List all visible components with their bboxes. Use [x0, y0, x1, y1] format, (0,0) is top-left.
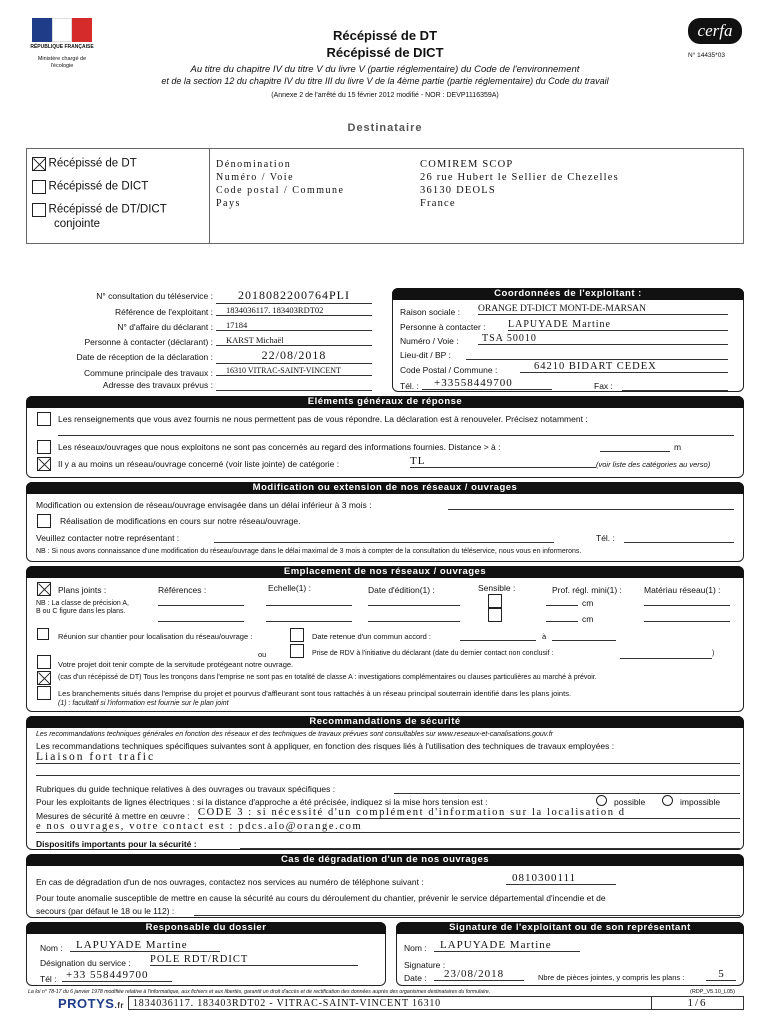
- line-tel-representant: [624, 533, 734, 543]
- prof-line-2: [546, 614, 578, 622]
- value-mesures-1: CODE 3 : si nécessité d'un complément d'information sur la localisation d: [198, 807, 740, 819]
- opt-dt[interactable]: Récépissé de DT: [32, 157, 137, 171]
- label-echelle: Echelle(1) :: [268, 583, 311, 593]
- checkbox-branchements[interactable]: [37, 686, 51, 700]
- label-materiau: Matériau réseau(1) :: [644, 585, 721, 595]
- echelle-line-2: [266, 614, 352, 622]
- label-denomination: Dénomination: [216, 159, 292, 170]
- label-branchements: Les branchements situés dans l'emprise du projet et pourvus d'affleurant sont tous rattachés à un réseau principal souterrain identifié dans les plans joints.: [58, 689, 572, 698]
- line-reco-2: [36, 768, 740, 776]
- modif-title: Modification ou extension de nos réseaux / ouvrages: [26, 482, 744, 494]
- annex-note: (Annexe 2 de l'arrêté du 15 février 2012 modifié - NOR : DEVP1116359A): [271, 92, 499, 99]
- value-personne-contact: LAPUYADE Martine: [508, 319, 728, 331]
- text-renouveler: Les renseignements que vous avez fournis ne nous permettent pas de vous répondre. La déclaration est à renouveler. Précisez notamment :: [58, 414, 588, 424]
- text-secours: secours (par défaut le 18 ou le 112) :: [36, 906, 175, 916]
- label-plans-joints: Plans joints :: [58, 585, 107, 595]
- label-commune: Code postal / Commune: [216, 185, 345, 196]
- opt-joint[interactable]: Récépissé de DT/DICT: [32, 203, 167, 217]
- value-affaire: 17184: [216, 320, 372, 331]
- label-rdv: Prise de RDV à l'initiative du déclarant (date du dernier contact non conclusif :: [312, 650, 554, 657]
- label-sign-nom: Nom :: [404, 943, 427, 953]
- text-dispositifs: Dispositifs importants pour la sécurité :: [36, 839, 197, 849]
- value-adresse-travaux: [216, 380, 372, 391]
- checkbox-classe-a[interactable]: [37, 671, 51, 685]
- footer-version: (RDP_V5.10_L05): [690, 989, 735, 995]
- label-fax: Fax :: [594, 381, 613, 391]
- text-lignes-electriques: Pour les exploitants de lignes électriques : si la distance d'approche a été précisée, indiquez si la mise hors tension est :: [36, 797, 488, 807]
- responsable-title: Responsable du dossier: [26, 922, 386, 934]
- title-dict: Récépissé de DICT: [326, 45, 444, 60]
- value-raison-sociale: ORANGE DT-DICT MONT-DE-MARSAN: [478, 304, 728, 315]
- value-fax: [622, 381, 728, 391]
- title-dt: Récépissé de DT: [332, 28, 438, 43]
- cerfa-number: N° 14435*03: [688, 52, 725, 59]
- label-sensible: Sensible :: [478, 583, 516, 593]
- value-pays: France: [420, 198, 456, 209]
- value-ref-exploitant: 1834036117. 183403RDT02: [216, 305, 372, 316]
- value-mesures-2: e nos ouvrages, votre contact est : pdcs.alo@orange.com: [36, 821, 740, 833]
- value-tel-exploitant: +33558449700: [422, 377, 552, 390]
- prof-line-1: [546, 598, 578, 606]
- line-secours: [194, 906, 740, 916]
- checkbox-joint[interactable]: [32, 203, 46, 217]
- opt-dict[interactable]: Récépissé de DICT: [32, 180, 148, 194]
- label-pays: Pays: [216, 198, 241, 209]
- ref-line-1: [158, 598, 244, 606]
- value-distance: [600, 442, 670, 452]
- opt-joint-label-2: conjointe: [54, 218, 101, 230]
- checkbox-dt[interactable]: [32, 157, 46, 171]
- checkbox-reunion[interactable]: [37, 628, 49, 640]
- cerfa-logo: cerfa: [688, 18, 742, 44]
- label-code-postal: Code Postal / Commune :: [400, 365, 498, 375]
- label-raison-sociale: Raison sociale :: [400, 307, 461, 317]
- line-modif-envisagee: [448, 500, 734, 510]
- checkbox-plans-joints[interactable]: [37, 582, 51, 596]
- value-lieu-dit: [466, 350, 728, 360]
- value-code-postal: 64210 BIDART CEDEX: [520, 361, 728, 373]
- label-date-edition: Date d'édition(1) :: [368, 585, 435, 595]
- echelle-line-1: [266, 598, 352, 606]
- prof-unit-2: cm: [582, 614, 594, 624]
- ministry-label: Ministère chargé de l'écologie: [37, 56, 87, 69]
- value-reco-specifiques: Liaison fort trafic: [36, 751, 740, 764]
- subtitle-2: et de la section 12 du chapitre IV du titre III du livre V de la 4ème partie (partie réglementaire) du Code du travail: [161, 76, 609, 86]
- nb-modif: NB : Si nous avons connaissance d'une modification du réseau/ouvrage dans le délai maximal de 3 mois à compter de la consultation du téléservice, nous vous en informerons.: [36, 548, 582, 555]
- emplacement-title: Emplacement de nos réseaux / ouvrages: [26, 566, 744, 578]
- text-anomalie: Pour toute anomalie susceptible de mettre en cause la sécurité au cours du déroulement du chantier, prévenir le service départemental d'incendie et de: [36, 893, 606, 903]
- text-rubriques: Rubriques du guide technique relatives à des ouvrages ou travaux spécifiques :: [36, 784, 336, 794]
- value-nb-pieces: 5: [706, 968, 736, 981]
- label-date-reception: Date de réception de la déclaration :: [76, 352, 213, 362]
- general-title: Eléments généraux de réponse: [26, 396, 744, 408]
- label-resp-nom: Nom :: [40, 943, 63, 953]
- line-dispositifs: [240, 839, 740, 849]
- note-categories: (voir liste des catégories au verso): [596, 460, 711, 469]
- value-resp-nom: LAPUYADE Martine: [70, 939, 220, 952]
- value-sign-date: 23/08/2018: [434, 968, 524, 981]
- value-sign-nom: LAPUYADE Martine: [434, 939, 580, 952]
- label-sign-date: Date :: [404, 973, 427, 983]
- value-contact-declarant: KARST Michaël: [216, 335, 372, 346]
- nb-classe: NB : La classe de précision A, B ou C figure dans les plans.: [36, 600, 129, 615]
- line-heure-accord: [552, 632, 616, 641]
- label-resp-tel: Tél :: [40, 974, 57, 984]
- value-resp-tel: +33 558449700: [62, 969, 172, 982]
- label-references: Références :: [158, 585, 207, 595]
- label-ref-exploitant: Référence de l'exploitant :: [114, 307, 213, 317]
- exploitant-title: Coordonnées de l'exploitant :: [392, 288, 744, 300]
- checkbox-servitude[interactable]: [37, 655, 51, 669]
- securite-title: Recommandations de sécurité: [26, 716, 744, 728]
- text-modif-envisagee: Modification ou extension de réseau/ouvrage envisagée dans un délai inférieur à 3 mois :: [36, 500, 372, 510]
- text-reco-generales: Les recommandations techniques générales en fonction des réseaux et des techniques de travaux prévues sont consultables sur www.reseaux-et-canalisations.gouv.fr: [36, 731, 553, 738]
- line-rdv: [620, 650, 715, 659]
- radio-impossible[interactable]: [662, 795, 673, 806]
- label-date-accord: Date retenue d'un commun accord :: [312, 632, 431, 641]
- label-lieu-dit: Lieu-dit / BP :: [400, 350, 451, 360]
- text-degradation: En cas de dégradation d'un de nos ouvrages, contactez nos services au numéro de téléphone suivant :: [36, 877, 424, 887]
- label-personne-contact: Personne à contacter :: [400, 322, 486, 332]
- label-signature: Signature :: [404, 960, 446, 970]
- label-contact-declarant: Personne à contacter (déclarant) :: [84, 337, 213, 347]
- value-commune-travaux: 16310 VITRAC-SAINT-VINCENT: [216, 366, 372, 376]
- label-ou: ou: [258, 650, 267, 659]
- text-concerne: Il y a au moins un réseau/ouvrage concerné (voir liste jointe) de catégorie :: [58, 459, 340, 469]
- checkbox-sensible-1[interactable]: [488, 594, 502, 608]
- text-modif-en-cours: Réalisation de modifications en cours sur notre réseau/ouvrage.: [60, 516, 301, 526]
- line-date-accord: [460, 632, 536, 641]
- label-possible: possible: [614, 797, 646, 807]
- label-consultation: N° consultation du téléservice :: [96, 291, 213, 301]
- prof-unit-1: cm: [582, 598, 594, 608]
- date-line-1: [368, 598, 460, 606]
- label-resp-service: Désignation du service :: [40, 958, 131, 968]
- checkbox-dict[interactable]: [32, 180, 46, 194]
- value-categorie: TL: [410, 455, 596, 468]
- date-line-2: [368, 614, 460, 622]
- label-impossible: impossible: [680, 797, 721, 807]
- checkbox-renouveler[interactable]: [37, 412, 51, 426]
- ref-line-2: [158, 614, 244, 622]
- unit-distance: m: [674, 442, 682, 452]
- label-classe-a: (cas d'un récépissé de DT) Tous les tronçons dans l'emprise ne sont pas en totalité de classe A : investigations complémentaires ou clauses particulières au marché à prévoir.: [58, 674, 597, 681]
- footer-law: La loi n° 78-17 du 6 janvier 1978 modifiée relative à l'informatique, aux fichiers et aux libertés, garantit un droit d'accès et de rectification des données auprès des organismes destinataires du formulaire.: [28, 989, 491, 995]
- footer-page: 1/6: [652, 996, 744, 1010]
- label-numero-voie: Numéro / Voie :: [400, 336, 459, 346]
- label-affaire: N° d'affaire du déclarant :: [117, 322, 213, 332]
- value-numero-voie: TSA 50010: [478, 333, 728, 345]
- protys-logo: PROTYS.fr: [58, 996, 124, 1011]
- label-reunion: Réunion sur chantier pour localisation du réseau/ouvrage :: [58, 632, 253, 641]
- checkbox-date-accord[interactable]: [290, 628, 304, 642]
- line-representant: [214, 533, 554, 543]
- label-commune-travaux: Commune principale des travaux :: [84, 368, 213, 378]
- value-consultation: 2018082200764PLI: [216, 288, 372, 304]
- footer-ref: 1834036117. 183403RDT02 - VITRAC-SAINT-VINCENT 16310: [128, 996, 652, 1010]
- line-rubriques: [394, 784, 740, 794]
- destinataire-title: Destinataire: [347, 122, 423, 134]
- text-non-concernes: Les réseaux/ouvrages que nous exploitons ne sont pas concernés au regard des informations fournies. Distance > à :: [58, 442, 501, 452]
- degradation-title: Cas de dégradation d'un de nos ouvrages: [26, 854, 744, 866]
- label-a: à: [542, 632, 547, 641]
- republic-label: RÉPUBLIQUE FRANÇAISE: [30, 44, 94, 50]
- label-nb-pieces: Nbre de pièces jointes, y compris les plans :: [538, 973, 685, 982]
- value-date-reception: 22/08/2018: [216, 348, 372, 364]
- radio-possible[interactable]: [596, 795, 607, 806]
- label-prof: Prof. régl. mini(1) :: [552, 585, 622, 595]
- label-servitude: Votre projet doit tenir compte de la servitude protégeant notre ouvrage.: [58, 660, 294, 669]
- line-renouveler: [58, 428, 734, 436]
- text-reco-specifiques: Les recommandations techniques spécifiques suivantes sont à appliquer, en fonction des risques liés à l'utilisation des techniques de travaux employées :: [36, 741, 615, 751]
- note-facultatif: (1) : facultatif si l'information est fournie sur le plan joint: [58, 700, 229, 707]
- value-denomination: COMIREM SCOP: [420, 159, 514, 170]
- mat-line-1: [644, 598, 730, 606]
- label-adresse-travaux: Adresse des travaux prévus :: [102, 380, 213, 390]
- checkbox-concerne[interactable]: [37, 457, 51, 471]
- value-tel-degradation: 0810300111: [506, 872, 616, 885]
- value-commune: 36130 DEOLS: [420, 185, 496, 196]
- subtitle-1: Au titre du chapitre IV du titre V du livre V (partie réglementaire) du Code de l'environnement: [190, 64, 580, 75]
- checkbox-rdv[interactable]: [290, 644, 304, 658]
- label-rdv-close: ): [712, 650, 715, 657]
- label-voie: Numéro / Voie: [216, 172, 295, 183]
- value-voie: 26 rue Hubert le Sellier de Chezelles: [420, 172, 619, 183]
- checkbox-sensible-2[interactable]: [488, 608, 502, 622]
- signature-title: Signature de l'exploitant ou de son représentant: [396, 922, 744, 934]
- label-tel-representant: Tél. :: [596, 533, 615, 543]
- checkbox-non-concernes[interactable]: [37, 440, 51, 454]
- value-resp-service: POLE RDT/RDICT: [150, 954, 358, 966]
- text-mesures: Mesures de sécurité à mettre en œuvre :: [36, 811, 190, 821]
- checkbox-modif-en-cours[interactable]: [37, 514, 51, 528]
- mat-line-2: [644, 614, 730, 622]
- text-contact-representant: Veuillez contacter notre représentant :: [36, 533, 180, 543]
- label-tel-exploitant: Tél. :: [400, 381, 419, 391]
